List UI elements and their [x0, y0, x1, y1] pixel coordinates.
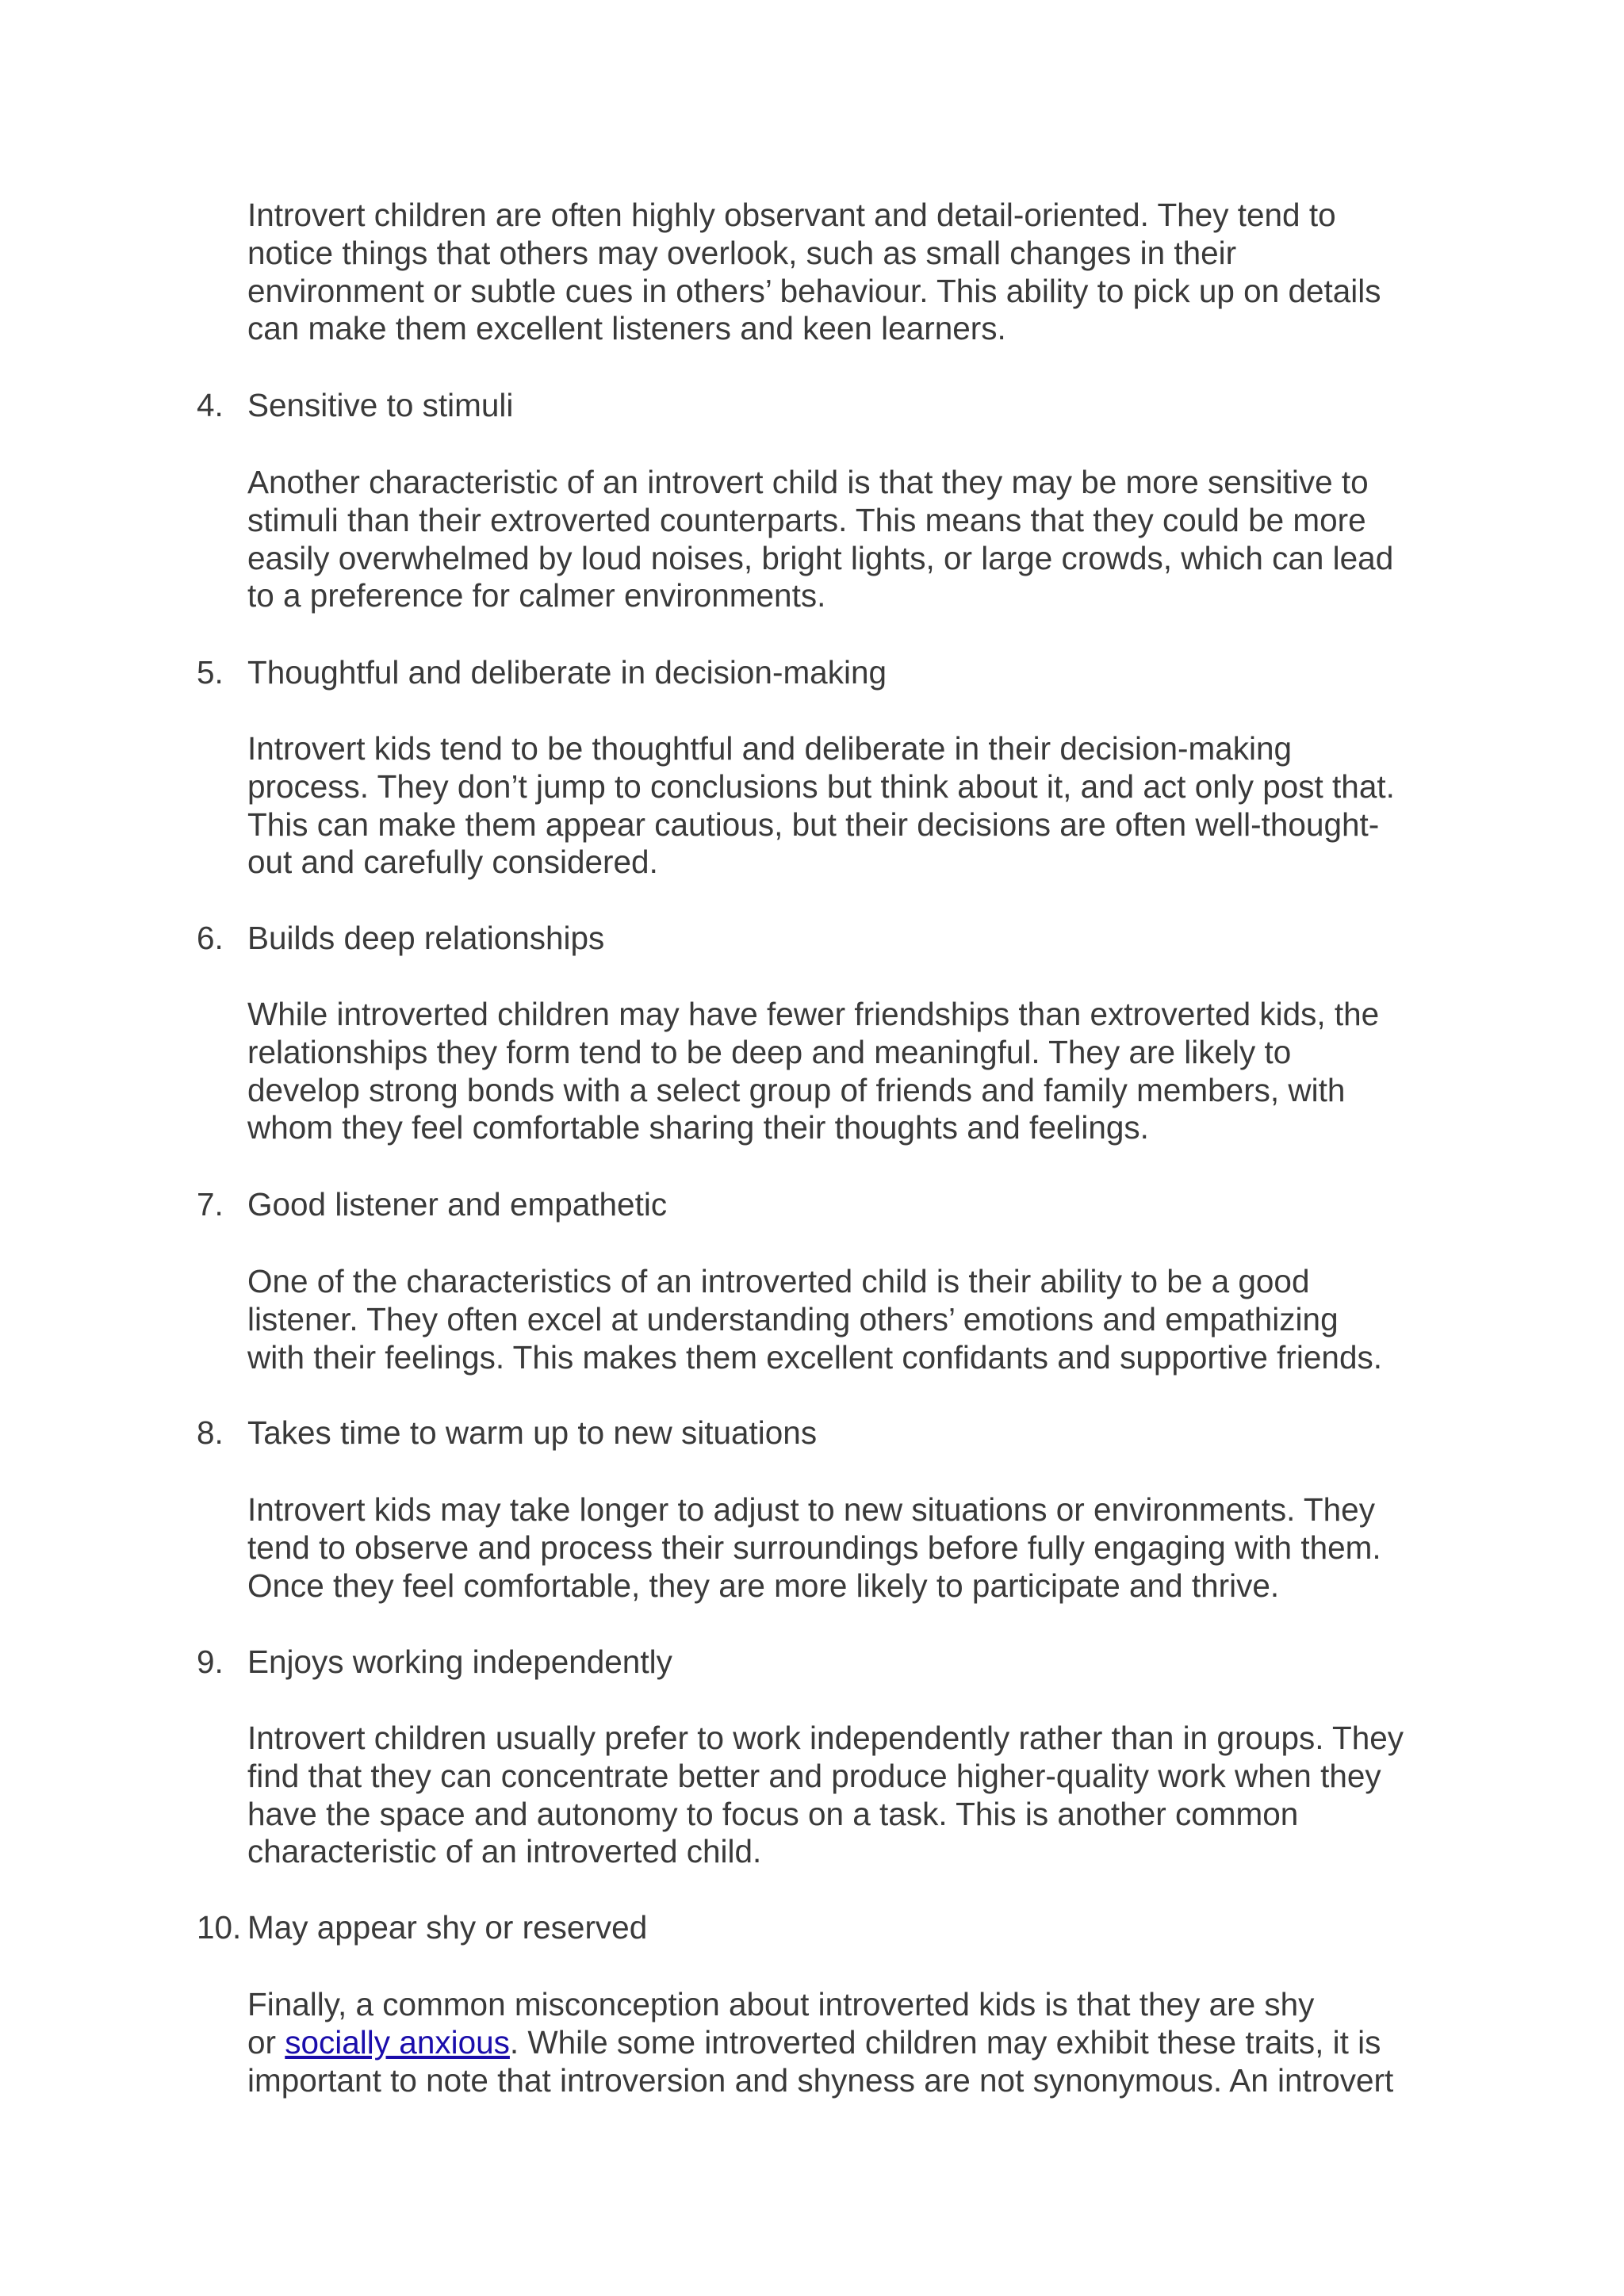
intro-paragraph [247, 197, 1453, 348]
list-number: 5. [197, 654, 224, 691]
paragraph-line: Introvert children are often highly observant and detail-oriented. They tend to [247, 197, 1336, 233]
text-segment: or [247, 2023, 285, 2061]
list-item-paragraph [247, 464, 1453, 615]
paragraph-line: Introvert kids may take longer to adjust to new situations or environments. They [247, 1491, 1375, 1528]
list-item-paragraph [247, 1263, 1453, 1376]
list-item-title: Thoughtful and deliberate in decision-making [247, 654, 887, 691]
paragraph-line: out and carefully considered. [247, 844, 658, 881]
list-item-title: May appear shy or reserved [247, 1909, 648, 1946]
list-item-title: Sensitive to stimuli [247, 387, 514, 423]
list-item-paragraph [247, 730, 1453, 882]
paragraph-line: stimuli than their extroverted counterparts. This means that they could be more [247, 501, 1366, 538]
paragraph-line: important to note that introversion and shyness are not synonymous. An introvert [247, 2061, 1394, 2099]
paragraph-line: find that they can concentrate better and produce higher-quality work when they [247, 1757, 1381, 1794]
list-number: 8. [197, 1414, 224, 1451]
paragraph-line: Finally, a common misconception about introverted kids is that they are shy [247, 1986, 1315, 2022]
paragraph-line: have the space and autonomy to focus on a task. This is another common [247, 1795, 1299, 1832]
text-segment: . While some introverted children may exhibit these traits, it is [509, 2023, 1381, 2061]
list-item-title: Takes time to warm up to new situations [247, 1414, 818, 1451]
paragraph-line: notice things that others may overlook, such as small changes in their [247, 234, 1237, 271]
list-item-paragraph [247, 1720, 1453, 1871]
paragraph-line: can make them excellent listeners and keen learners. [247, 310, 1006, 347]
paragraph-line: easily overwhelmed by loud noises, bright lights, or large crowds, which can lead [247, 539, 1394, 576]
paragraph-line: develop strong bonds with a select group of friends and family members, with [247, 1071, 1346, 1108]
paragraph-line: While introverted children may have fewer friendships than extroverted kids, the [247, 996, 1380, 1032]
list-item-title: Builds deep relationships [247, 920, 605, 956]
list-number: 9. [197, 1644, 224, 1680]
paragraph-line: whom they feel comfortable sharing their thoughts and feelings. [247, 1109, 1149, 1146]
paragraph-line: relationships they form tend to be deep and meaningful. They are likely to [247, 1033, 1292, 1070]
paragraph-line: characteristic of an introverted child. [247, 1833, 762, 1870]
paragraph-line: with their feelings. This makes them excellent confidants and supportive friends. [247, 1338, 1382, 1376]
paragraph-line: One of the characteristics of an introverted child is their ability to be a good [247, 1263, 1310, 1299]
list-number: 6. [197, 920, 224, 956]
paragraph-line [247, 2024, 1453, 2062]
paragraph-line: Introvert kids tend to be thoughtful and deliberate in their decision-making [247, 730, 1293, 767]
paragraph-line: Introvert children usually prefer to work independently rather than in groups. They [247, 1720, 1404, 1756]
list-item-paragraph [247, 1491, 1453, 1605]
paragraph-line: Another characteristic of an introvert child is that they may be more sensitive to [247, 464, 1369, 500]
paragraph-line: Once they feel comfortable, they are more likely to participate and thrive. [247, 1567, 1280, 1604]
list-item-paragraph [247, 1986, 1453, 2099]
socially-anxious-link[interactable]: socially anxious [285, 2023, 510, 2061]
paragraph-line: tend to observe and process their surroundings before fully engaging with them. [247, 1529, 1381, 1566]
list-number: 10. [197, 1909, 242, 1946]
paragraph-line: process. They don’t jump to conclusions but think about it, and act only post that. [247, 767, 1395, 805]
list-number: 7. [197, 1186, 224, 1223]
paragraph-line: This can make them appear cautious, but their decisions are often well-thought- [247, 806, 1380, 843]
paragraph-line: listener. They often excel at understanding others’ emotions and empathizing [247, 1300, 1339, 1337]
list-item-title: Enjoys working independently [247, 1644, 672, 1680]
list-item-paragraph [247, 996, 1453, 1147]
list-number: 4. [197, 387, 224, 423]
list-item-title: Good listener and empathetic [247, 1186, 668, 1223]
paragraph-line: to a preference for calmer environments. [247, 577, 826, 614]
paragraph-line: environment or subtle cues in others’ behaviour. This ability to pick up on details [247, 272, 1381, 309]
